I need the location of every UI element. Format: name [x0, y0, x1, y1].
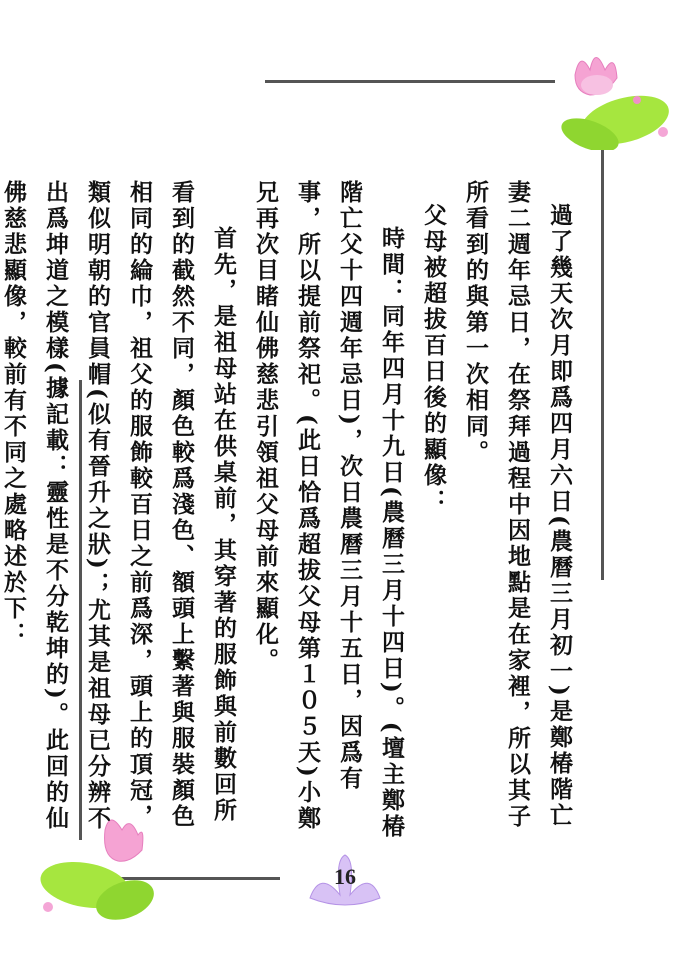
- body-text: [0, 180, 580, 840]
- paragraph-heading: 父母被超拔百日後的顯像：: [420, 203, 447, 515]
- lotus-flower-icon: [535, 40, 685, 150]
- paragraph: 過了幾天次月即爲四月六日(農曆三月初一)是鄭椿階亡妻二週年忌日，在祭拜過程中因地點是在家裡，所以其子所看到的與第一次相同。: [462, 180, 573, 830]
- top-frame-line: [265, 80, 555, 83]
- page-number: 16: [334, 864, 356, 889]
- paragraph: 時間：同年四月十九日(農曆三月十四日)。(壇主鄭椿階亡父十四週年忌日)，次日農曆三月十五日，因爲有事，所以提前祭祀。(此日恰爲超拔父母第１０５天)小鄭兄再次目睹仙佛慈悲引領祖父母前來顯化。: [252, 180, 405, 840]
- page-number-badge: [300, 850, 390, 910]
- paragraph: 首先，是祖母站在供桌前，其穿著的服飾與前數回所看到的截然不同，顏色較爲淺色、額頭上繫著與服裝顏色相同的綸巾，祖父的服飾較百日之前爲深，頭上的頂冠，類似明朝的官員帽(似有晉升之狀)；尤其是祖母已分辨不出爲坤道之模樣(據記載：靈性是不分乾坤的)。此回的仙佛慈悲顯像，較前有不同之處略述於下：: [0, 180, 237, 832]
- right-frame-line: [601, 110, 604, 580]
